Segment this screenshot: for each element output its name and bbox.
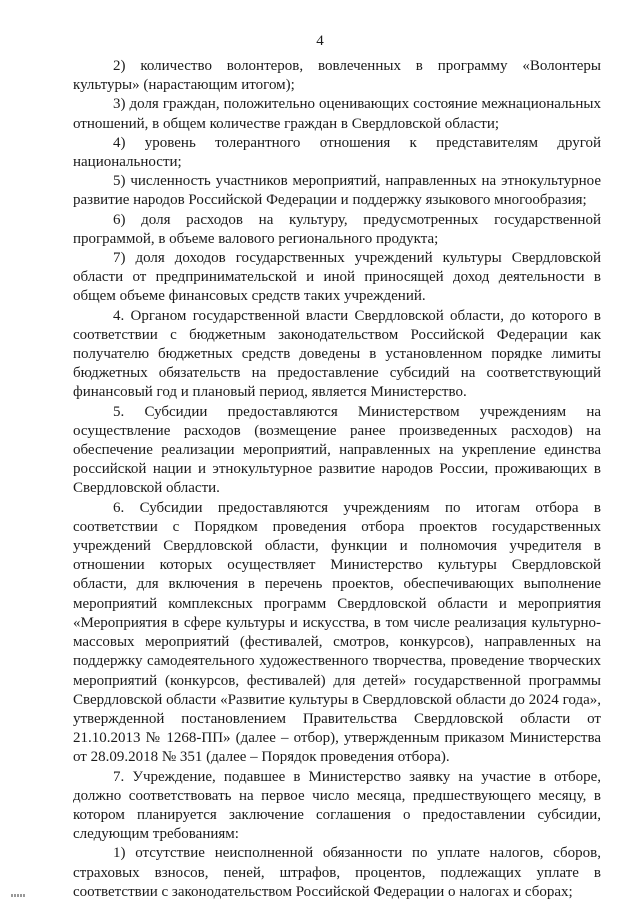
paragraph-clause-6: 6. Субсидии предоставляются учреждениям по итогам отбора в соответствии с Порядком проведения отбора проектов государственных учреждений Свердловской области, функции и полномочия учредителя в отношении которых осуществляет Министерство культуры Свердловской области, для включения в перечень проектов, обеспечивающих выполнение мероприятий комплексных программ Свердловской области и мероприятия «Мероприятия в сфере культуры и искусства, в том числе реализация культурно-массовых мероприятий (фестивалей, смотров, конкурсов), направленных на поддержку самодеятельного художественного творчества, проведение творческих мероприятий (конкурсов, фестивалей) для детей» государственной программы Свердловской области «Развитие культуры в Свердловской области до 2024 года», утвержденной постановлением Правительства Свердловской области от 21.10.2013 № 1268-ПП» (далее – отбор), утвержденным приказом Министерства от 28.09.2018 № 351 (далее – Порядок проведения отбора).: [73, 499, 601, 766]
document-body: [73, 57, 601, 902]
paragraph-item-5: 5) численность участников мероприятий, направленных на этнокультурное развитие народов Российской Федерации и поддержку языкового многообразия;: [73, 173, 601, 209]
paragraph-clause-5: 5. Субсидии предоставляются Министерством учреждениям на осуществление расходов (возмещение ранее произведенных расходов) на обеспечение реализации мероприятий, направленных на укрепление единства российской нации и этнокультурное развитие народов России, проживающих в Свердловской области.: [73, 403, 601, 497]
paragraph-item-7: 7) доля доходов государственных учреждений культуры Свердловской области от предпринимательской и иной приносящей доход деятельности в общем объеме финансовых средств таких учреждений.: [73, 250, 601, 305]
paragraph-requirement-1: 1) отсутствие неисполненной обязанности по уплате налогов, сборов, страховых взносов, пеней, штрафов, процентов, подлежащих уплате в соответствии с законодательством Российской Федерации о налогах и сборах;: [73, 845, 601, 900]
paragraph-clause-7: 7. Учреждение, подавшее в Министерство заявку на участие в отборе, должно соответствовать на первое число месяца, предшествующего месяцу, в котором планируется заключение соглашения о предоставлении субсидии, следующим требованиям:: [73, 768, 601, 843]
paragraph-item-2: 2) количество волонтеров, вовлеченных в программу «Волонтеры культуры» (нарастающим итогом);: [73, 58, 601, 94]
paragraph-item-3: 3) доля граждан, положительно оценивающих состояние межнациональных отношений, в общем количестве граждан в Свердловской области;: [73, 96, 601, 132]
paragraph-item-4: 4) уровень толерантного отношения к представителям другой национальности;: [73, 134, 601, 171]
paragraph-clause-4: 4. Органом государственной власти Свердловской области, до которого в соответствии с бюджетным законодательством Российской Федерации как получателю бюджетных средств доведены в установленном порядке лимиты бюджетных обязательств на предоставление субсидий на соответствующий финансовый год и плановый период, является Министерство.: [73, 307, 601, 401]
paragraph-item-6: 6) доля расходов на культуру, предусмотренных государственной программой, в объеме валового регионального продукта;: [73, 211, 601, 247]
page-number: 4: [316, 33, 324, 49]
scan-artifact-mark: [11, 894, 25, 897]
